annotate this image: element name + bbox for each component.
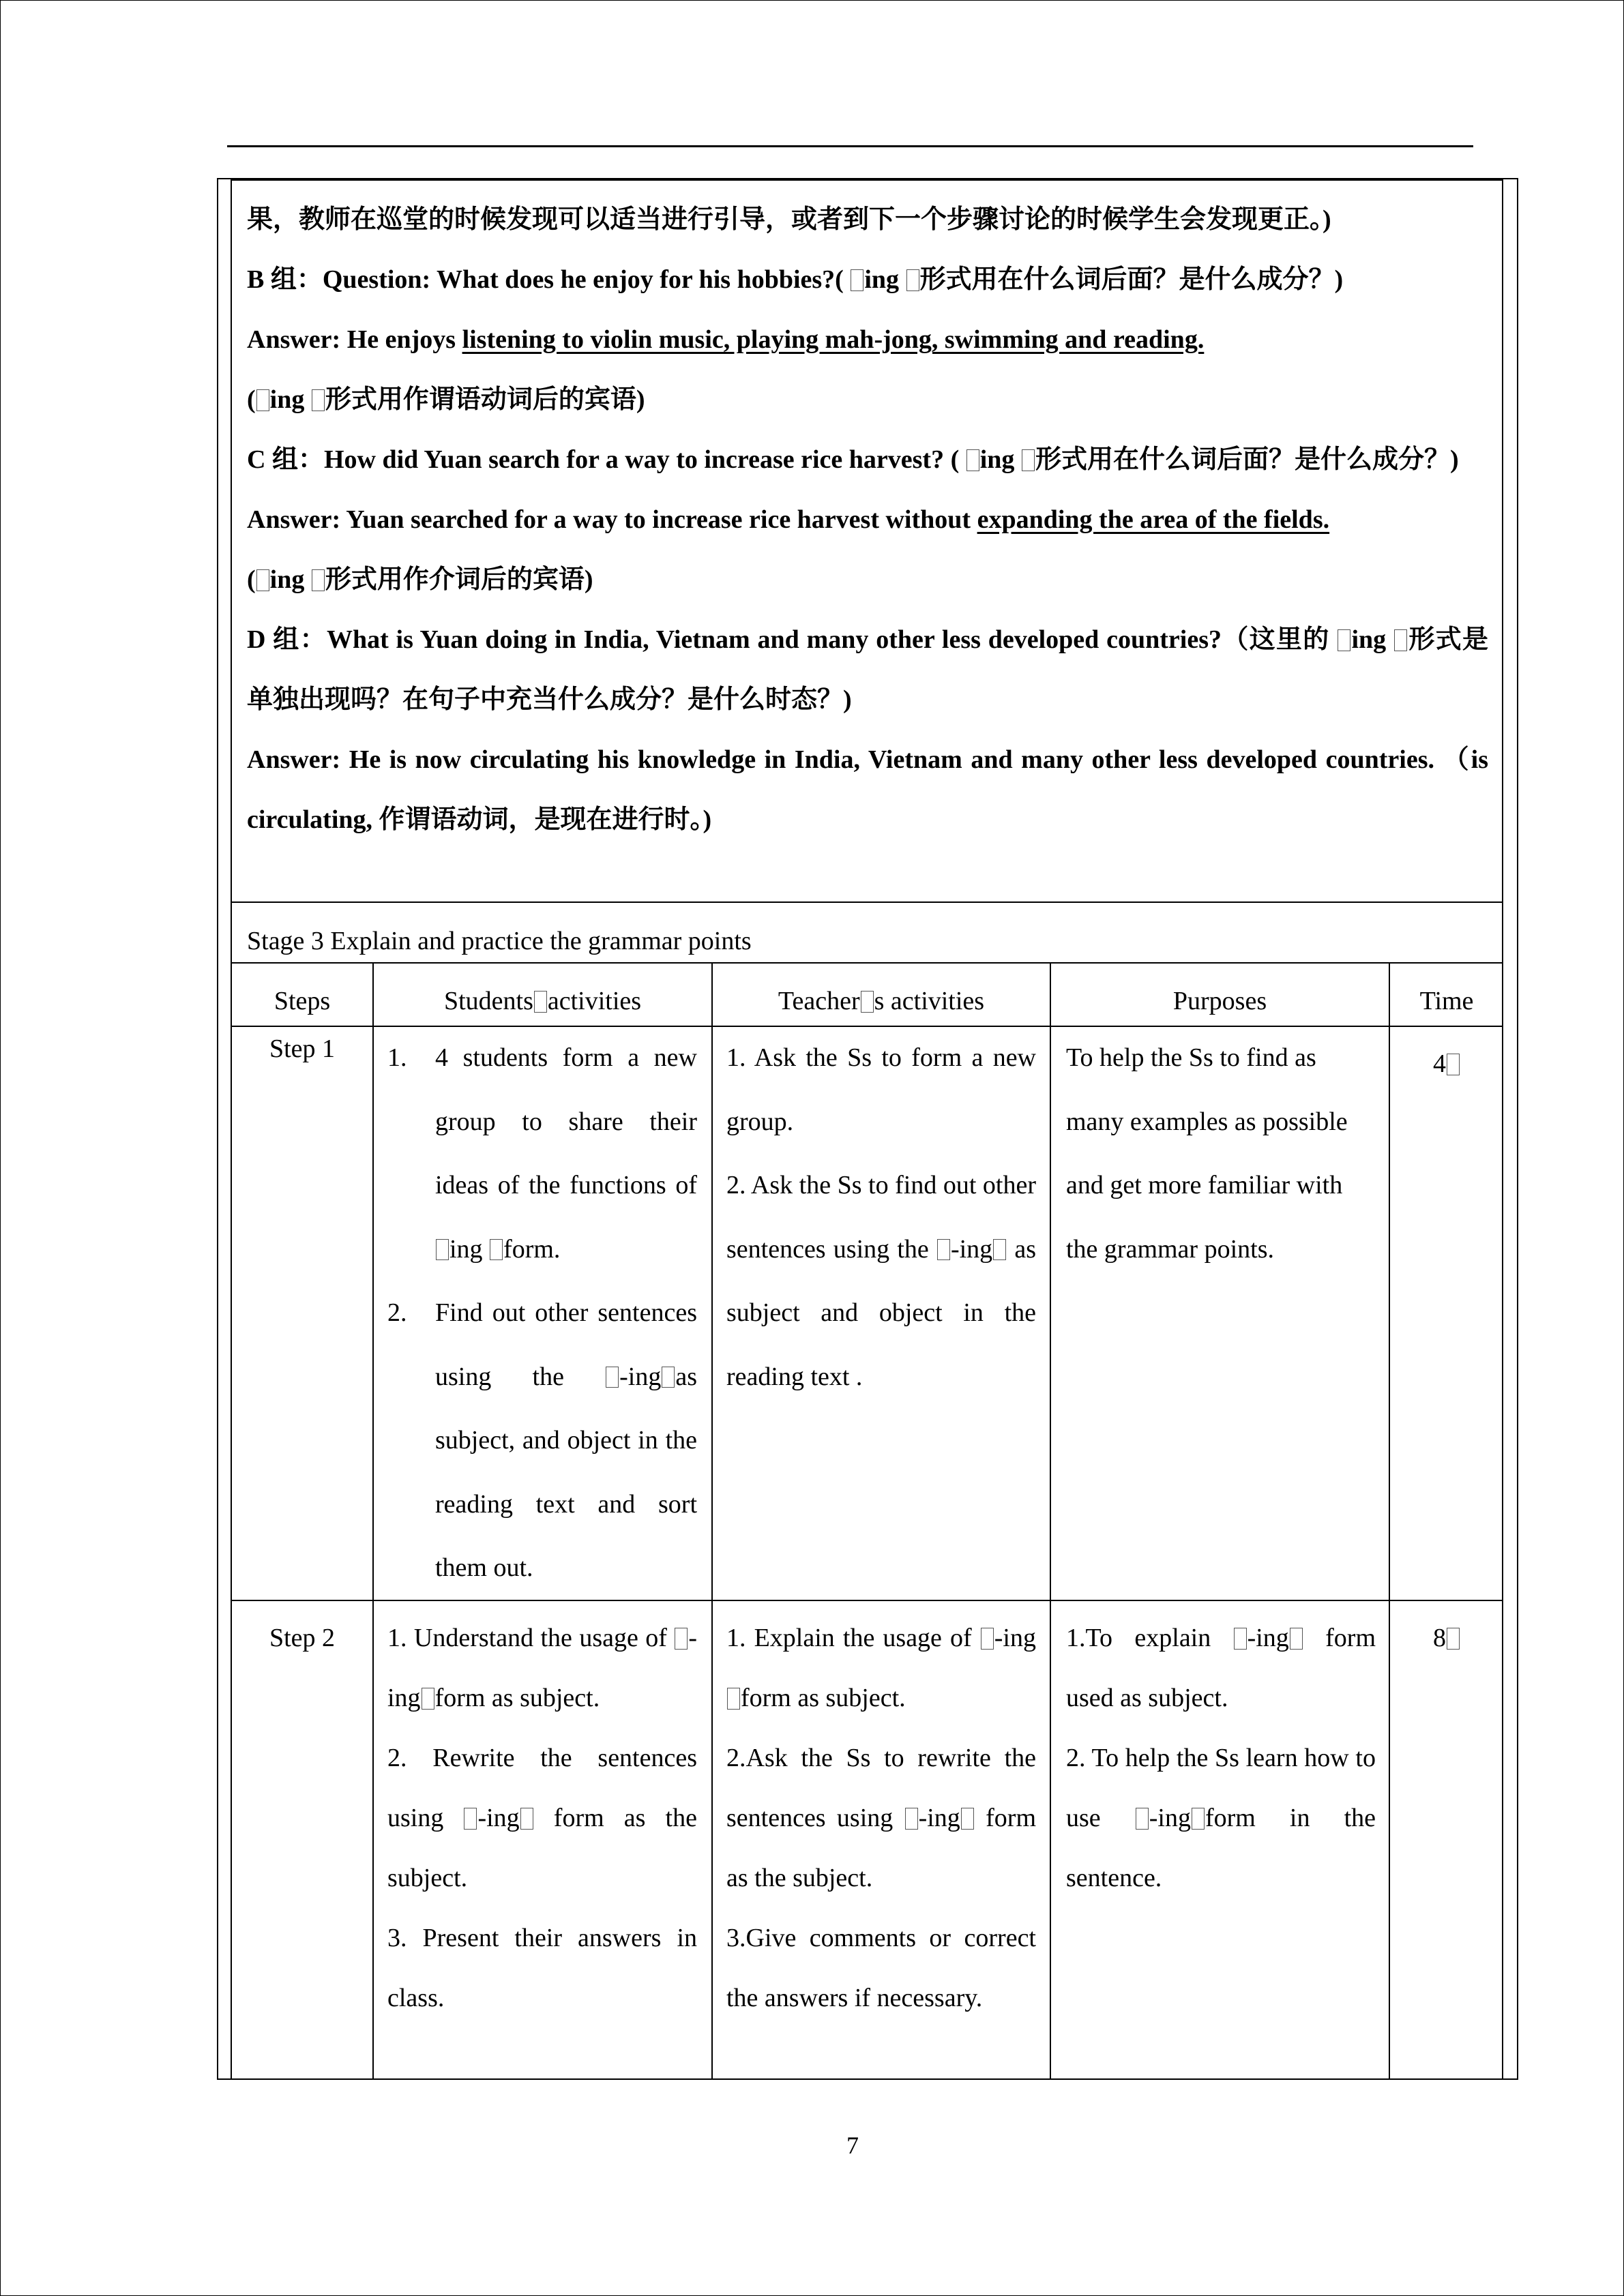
- header-teachers-activities: Teacher s activities: [778, 987, 985, 1015]
- step2-teacher-activities: 1. Explain the usage of -ingform as subject. 2.Ask the Ss to rewrite the sentences using -ing form as the subject. 3.Give comments or correct the answers if necessary.: [726, 1624, 1036, 2012]
- step2-label: Step 2: [269, 1624, 336, 1652]
- divider-table-header-top: [231, 962, 1503, 964]
- step1-teacher-activities: 1. Ask the Ss to form a new group. 2. Ask the Ss to find out other sentences using the -ing as subject and object in the reading text .: [726, 1043, 1036, 1391]
- page-number: 7: [846, 2132, 859, 2159]
- header-time: Time: [1419, 987, 1474, 1015]
- step2-students-activities: 1. Understand the usage of -ing form as subject. 2. Rewrite the sentences using -ing form as the subject. 3. Present their answers in class.: [387, 1624, 697, 2012]
- group-b-answer: Answer: He enjoys listening to violin music, playing mah-jong, swimming and reading.: [247, 325, 1205, 354]
- divider-table-bottom: [231, 2078, 1503, 2080]
- column-divider: [711, 962, 713, 2078]
- group-c-answer: Answer: Yuan searched for a way to increase rice harvest without expanding the area of the fields.: [247, 505, 1330, 534]
- group-b-note: ( ing 形式用作谓语动词后的宾语): [247, 385, 645, 414]
- header-rule: [227, 145, 1473, 147]
- column-divider: [1389, 962, 1390, 2078]
- group-d-question: D 组：What is Yuan doing in India, Vietnam and many other less developed countries?（这里的 ing 形式是单独出现吗？在句子中充当什么成分？是什么时态？): [247, 625, 1488, 714]
- group-c-note: ( ing 形式用作介词后的宾语): [247, 565, 593, 594]
- list-item: 2. Find out other sentences using the -ing as subject, and object in the reading text and sort them out.: [387, 1298, 697, 1582]
- header-purposes: Purposes: [1172, 987, 1267, 1015]
- group-b-question: B 组：Question: What does he enjoy for his hobbies?( ing 形式用在什么词后面？是什么成分？): [247, 265, 1344, 294]
- continued-text: 果，教师在巡堂的时候发现可以适当进行引导，或者到下一个步骤讨论的时候学生会发现更正。): [247, 205, 1331, 234]
- header-steps: Steps: [274, 987, 331, 1015]
- step1-purposes: To help the Ss to find as many examples as possible and get more familiar with the grammar points.: [1066, 1043, 1348, 1264]
- step1-time: 4: [1390, 1032, 1503, 1095]
- step1-students-activities: [387, 1026, 697, 1600]
- header-students-activities: Students activities: [443, 987, 642, 1015]
- group-c-question: C 组：How did Yuan search for a way to increase rice harvest? ( ing 形式用在什么词后面？是什么成分？): [247, 445, 1459, 474]
- step2-purposes: 1.To explain -ing form used as subject. 2. To help the Ss learn how to use -ing form in the sentence.: [1066, 1624, 1376, 1892]
- group-questions-section: [247, 190, 1488, 850]
- stage3-title: Stage 3 Explain and practice the grammar points: [247, 927, 752, 955]
- group-d-answer: Answer: He is now circulating his knowledge in India, Vietnam and many other less developed countries. （is circulating, 作谓语动词，是现在进行时。): [247, 745, 1488, 834]
- list-item: 1. 4 students form a new group to share their ideas of the functions of ing form.: [387, 1043, 697, 1264]
- step2-time: 8: [1390, 1608, 1503, 1668]
- column-divider: [1050, 962, 1051, 2078]
- column-divider: [372, 962, 374, 2078]
- divider-stage3-top: [231, 901, 1503, 903]
- step1-label: Step 1: [269, 1034, 336, 1063]
